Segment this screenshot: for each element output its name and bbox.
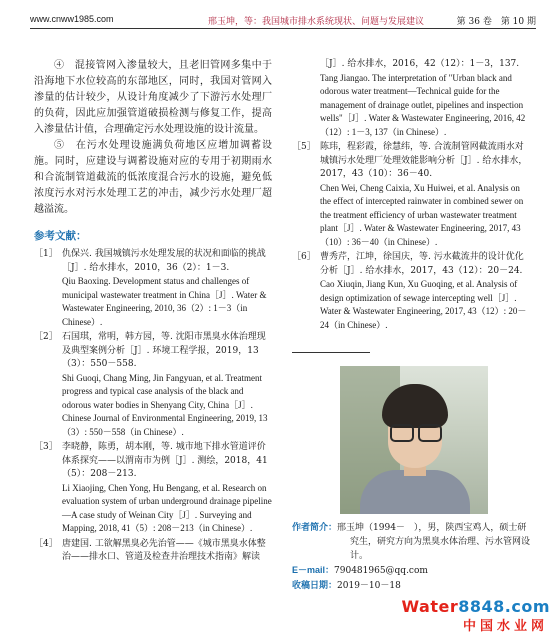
author-bio (292, 520, 534, 593)
photo-hair (382, 384, 448, 428)
watermark-logo-text (401, 597, 550, 616)
paragraph-5: ⑤ 在污水处理设施满负荷地区应增加调蓄设施。同时，应建设与调蓄设施对应的专用于初期雨水和合流制管道截流的低浓度混合污水的设施，避免低浓度污水对污水处理工艺的冲击，减少污水处理厂超越溢流。 (34, 140, 272, 215)
reference-en: Cao Xiuqin, Jiang Kun, Xu Guoqing, et al. Analysis of design optimization of sewage intercepting well［J］. Water & Wastewater Engineering, 2017, 43（12）: 20－24（in Chinese）. (320, 279, 527, 330)
reference-cn: 仇保兴. 我国城镇污水处理发展的状况和面临的挑战［J］. 给水排水，2010，36（2）：1－3. (62, 249, 266, 273)
site-watermark (401, 597, 550, 634)
watermark-domain: .com (504, 597, 550, 616)
running-header (30, 6, 536, 29)
email-address[interactable]: 790481965@qq.com (334, 566, 428, 576)
reference-item (34, 538, 272, 565)
reference-number: ［5］ (292, 142, 316, 152)
watermark-word: Water (401, 597, 459, 616)
reference-number: ［4］ (34, 538, 58, 549)
reference-en: Tang Jiangao. The interpretation of "Urban black and odorous water treatment—Technical guide for the management of drainage outlet, pipelines and inspection wells"［J］. Water & Wastewater Engineering, 2016, 42（12）: 1－3, 137（in Chinese）. (320, 72, 526, 137)
paragraph-4: ④ 混接管网入渗量较大，且老旧管网多集中于沿海地下水位较高的东部地区，同时，我国对管网入渗量的估计较少，从设计角度减少了下游污水处理厂的负荷，因此应加强管道破损检测与修复工作，提高入渗量估计值，合理确定污水处理设施的设计流量。 (34, 60, 272, 135)
volume-issue: 第 36 卷 第 10 期 (456, 17, 536, 27)
reference-continuation (292, 58, 532, 139)
author-text: 邢玉坤（1994－ ），男，陕西宝鸡人，硕士研究生，研究方向为黑臭水体治理、污水管网设计。 (337, 523, 531, 561)
reference-en: Li Xiaojing, Chen Yong, Hu Bengang, et al. Research on evaluation system of urban underground drainage pipeline—A case study of Weinan City［J］. Surveying and Mapping, 2018, 41（5）: 208－213（in Chinese）. (62, 482, 272, 533)
reference-en: Chen Wei, Cheng Caixia, Xu Huiwei, et al. Analysis on the effect of intercepted rainwater in combined sewer on the treatment efficiency of urban wastewater treatment plant［J］. Water & Wastewater Engineering, 2017, 43（10）: 36－40（in Chinese）. (320, 182, 524, 247)
reference-item (292, 141, 532, 249)
right-column (292, 58, 532, 334)
references-title: 参考文献： (34, 230, 87, 242)
photo-shirt (360, 470, 470, 514)
email-row (292, 563, 534, 578)
reference-item (34, 248, 272, 329)
reference-cn: 李晓静，陈勇，胡本刚，等. 城市地下排水管道评价体系探究——以渭南市为例［J］. 测绘，2018，41（5）：208－213. (62, 442, 268, 479)
left-column (34, 58, 272, 567)
reference-cn: ［J］. 给水排水，2016，42（12）：1－3，137. (320, 59, 520, 69)
reference-en: Shi Guoqi, Chang Ming, Jin Fangyuan, et al. Treatment progress and typical case analysis of the black and odorous water bodies in Shenyang City, China［J］. Chinese Journal of Environmental Engineering, 2019, 13（3）: 550－558（in Chinese）. (62, 372, 268, 437)
received-label: 收稿日期： (292, 580, 338, 590)
reference-number: ［3］ (34, 442, 58, 452)
received-row (292, 578, 534, 593)
reference-cn: 石国琪，常明，韩方园，等. 沈阳市黑臭水体治理现及典型案例分析［J］. 环境工程学报，2019，13（3）：550－558. (62, 332, 266, 369)
reference-en: Qiu Baoxing. Development status and challenges of municipal wastewater treatment in China［J］. Water & Wastewater Engineering, 2010, 36（2）: 1－3（in Chinese）. (62, 276, 267, 327)
author-photo (340, 366, 488, 514)
reference-cn: 曹秀芹，江坤，徐国庆，等. 污水截流井的设计优化分析［J］. 给水排水，2017，43（12）：20－24. (320, 252, 524, 276)
reference-item (34, 441, 272, 536)
reference-number: ［1］ (34, 249, 58, 259)
reference-item (34, 331, 272, 439)
glasses-right-lens (418, 424, 442, 442)
reference-number: ［6］ (292, 252, 316, 262)
reference-item (292, 251, 532, 332)
running-title: 邢玉坤，等：我国城市排水系统现状、问题与发展建议 (208, 17, 425, 27)
author-label: 作者简介： (292, 522, 338, 532)
watermark-number: 8848 (458, 597, 505, 616)
reference-cn: 陈玮，程彩霞，徐慧纬，等. 合流制管网截流雨水对城镇污水处理厂处理效能影响分析［J］. 给水排水，2017，43（10）：36－40. (320, 142, 528, 179)
glasses-left-lens (390, 424, 414, 442)
reference-number: ［2］ (34, 332, 58, 342)
site-url[interactable]: www.cnww1985.com (30, 14, 114, 24)
received-date: 2019－10－18 (337, 581, 401, 591)
reference-cn: 唐建国. 工欲解黑臭必先治管——《城市黑臭水体整治——排水口、管道及检查井治理技术指南》解读 (62, 538, 266, 562)
email-label: E－mail： (292, 565, 335, 575)
section-divider (292, 352, 370, 353)
watermark-chinese: 中国水业网 (462, 619, 548, 634)
author-intro (292, 520, 534, 563)
